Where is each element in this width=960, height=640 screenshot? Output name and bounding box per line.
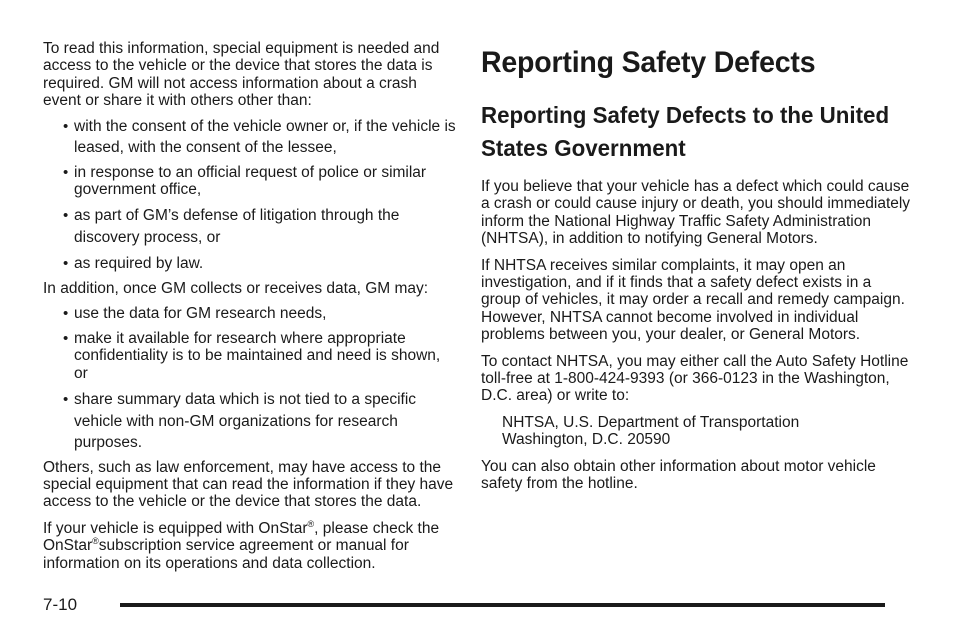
- list-item: • use the data for GM research needs,: [43, 303, 458, 325]
- mailing-address: [481, 414, 911, 449]
- list-item: • with the consent of the vehicle owner or, if the vehicle is leased, with the consent of the lessee,: [63, 117, 456, 157]
- list-item: • share summary data which is not tied to a specific vehicle with non-GM organizations for research purposes.: [63, 391, 417, 452]
- bullet-icon: •: [63, 163, 69, 181]
- usage-list: [43, 303, 458, 453]
- bullet-icon: •: [63, 255, 69, 273]
- page-number: 7-10: [43, 595, 78, 614]
- subsection-heading: Reporting Safety Defects to the United States Government: [481, 102, 890, 161]
- hotline-paragraph: You can also obtain other information about motor vehicle safety from the hotline.: [481, 457, 876, 493]
- intro-paragraph: To read this information, special equipment is needed and access to the vehicle or the device that stores the data is required. GM will not access information about a crash event or share it with others other than:: [43, 40, 440, 110]
- left-column: [43, 40, 458, 572]
- address-line: Washington, D.C. 20590: [502, 431, 671, 449]
- address-line: NHTSA, U.S. Department of Transportation: [502, 413, 800, 431]
- section-heading: Reporting Safety Defects: [481, 46, 816, 79]
- bullet-icon: •: [63, 207, 69, 225]
- registered-mark: ®: [307, 518, 315, 529]
- footer-rule: [120, 603, 885, 607]
- law-enforcement-paragraph: Others, such as law enforcement, may have access to the special equipment that can read the information if they have access to the vehicle or the device that stores the data.: [43, 458, 454, 511]
- defect-paragraph: If you believe that your vehicle has a defect which could cause a crash or could cause injury or death, you should immediately inform the National Highway Traffic Safety Administration (NHTSA), in addition to notifying General Motors.: [481, 178, 911, 248]
- investigation-paragraph: If NHTSA receives similar complaints, it may open an investigation, and if it finds that a safety defect exists in a group of vehicles, it may order a recall and remedy campaign. However, NHTSA cannot become involved in individual problems between you, your dealer, or General Motors.: [481, 256, 905, 344]
- bullet-icon: •: [63, 117, 69, 135]
- contact-paragraph: To contact NHTSA, you may either call the Auto Safety Hotline toll-free at 1-800-424-9393 (or 366-0123 in the Washington, D.C. area) or write to:: [481, 352, 909, 405]
- registered-mark: ®: [92, 536, 99, 547]
- list-item: • in response to an official request of police or similar government office,: [63, 163, 427, 199]
- onstar-paragraph: If your vehicle is equipped with OnStar®, please check the OnStar®subscription service agreement or manual for information on its operations and data collection.: [43, 518, 440, 572]
- list-item: • make it available for research where appropriate confidentiality is to be maintained and need is shown, or: [63, 329, 441, 382]
- bullet-icon: •: [63, 305, 69, 323]
- consent-list: [43, 116, 458, 275]
- collect-paragraph: In addition, once GM collects or receives data, GM may:: [43, 279, 429, 297]
- bullet-icon: •: [63, 329, 69, 347]
- right-column: [481, 40, 911, 493]
- list-item: • as part of GM’s defense of litigation through the discovery process, or: [63, 207, 400, 246]
- list-item: • as required by law.: [43, 253, 458, 275]
- bullet-icon: •: [63, 391, 69, 409]
